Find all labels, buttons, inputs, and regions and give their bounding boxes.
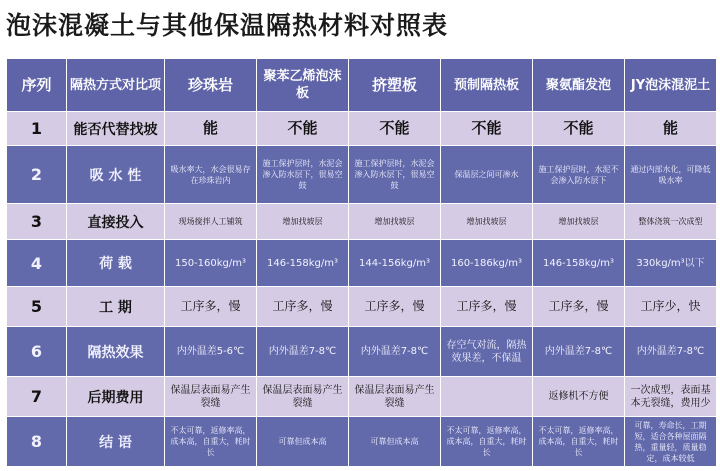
row-index: 1 bbox=[7, 112, 67, 146]
table-cell: 增加找坡层 bbox=[533, 204, 625, 240]
row-item: 结 语 bbox=[67, 417, 165, 467]
col-header-eps: 聚苯乙烯泡沫板 bbox=[257, 59, 349, 112]
row-item: 吸 水 性 bbox=[67, 146, 165, 204]
table-cell: 存空气对流，隔热效果差，不保温 bbox=[441, 327, 533, 377]
col-header-precast: 预制隔热板 bbox=[441, 59, 533, 112]
table-cell: 吸水率大，水会很易存在珍珠岩内 bbox=[165, 146, 257, 204]
row-index: 5 bbox=[7, 287, 67, 327]
table-cell: 施工保护层时，水泥不会渗入防水层下 bbox=[533, 146, 625, 204]
table-cell: 内外温差5-6℃ bbox=[165, 327, 257, 377]
col-header-jy: JY泡沫混泥土 bbox=[625, 59, 717, 112]
row-item: 后期费用 bbox=[67, 377, 165, 417]
table-cell: 146-158kg/m³ bbox=[533, 240, 625, 287]
table-cell: 150-160kg/m³ bbox=[165, 240, 257, 287]
table-cell: 增加找坡层 bbox=[349, 204, 441, 240]
table-cell: 内外温差7-8℃ bbox=[257, 327, 349, 377]
row-item: 直接投入 bbox=[67, 204, 165, 240]
table-cell: 保温层之间可渗水 bbox=[441, 146, 533, 204]
table-row bbox=[7, 287, 717, 327]
table-cell: 能 bbox=[625, 112, 717, 146]
table-cell: 增加找坡层 bbox=[257, 204, 349, 240]
table-cell: 不太可靠，返修率高，成本高，自重大，耗时长 bbox=[441, 417, 533, 467]
table-cell: 工序多，慢 bbox=[165, 287, 257, 327]
table-cell: 工序多，慢 bbox=[533, 287, 625, 327]
table-header-row bbox=[7, 59, 717, 112]
table-cell: 保温层表面易产生裂缝 bbox=[257, 377, 349, 417]
table-cell: 330kg/m³以下 bbox=[625, 240, 717, 287]
table-cell: 增加找坡层 bbox=[441, 204, 533, 240]
table-cell: 不能 bbox=[257, 112, 349, 146]
table-cell: 工序少，快 bbox=[625, 287, 717, 327]
comparison-table bbox=[6, 58, 717, 467]
table-cell: 内外温差7-8℃ bbox=[625, 327, 717, 377]
table-cell: 不能 bbox=[441, 112, 533, 146]
table-cell: 不太可靠，返修率高，成本高，自重大，耗时长 bbox=[165, 417, 257, 467]
table-cell: 工序多，慢 bbox=[441, 287, 533, 327]
col-header-item: 隔热方式对比项 bbox=[67, 59, 165, 112]
table-cell: 内外温差7-8℃ bbox=[533, 327, 625, 377]
table-row bbox=[7, 204, 717, 240]
table-cell bbox=[441, 377, 533, 417]
table-cell: 160-186kg/m³ bbox=[441, 240, 533, 287]
col-header-pu: 聚氨酯发泡 bbox=[533, 59, 625, 112]
row-index: 4 bbox=[7, 240, 67, 287]
table-cell: 保温层表面易产生裂缝 bbox=[165, 377, 257, 417]
table-cell: 通过内部水化，可降低吸水率 bbox=[625, 146, 717, 204]
row-item: 隔热效果 bbox=[67, 327, 165, 377]
table-row bbox=[7, 112, 717, 146]
table-cell: 146-158kg/m³ bbox=[257, 240, 349, 287]
col-header-index: 序列 bbox=[7, 59, 67, 112]
row-index: 3 bbox=[7, 204, 67, 240]
col-header-perlite: 珍珠岩 bbox=[165, 59, 257, 112]
table-cell: 可靠但成本高 bbox=[349, 417, 441, 467]
table-cell: 现场搅拌人工铺筑 bbox=[165, 204, 257, 240]
table-row bbox=[7, 417, 717, 467]
table-cell: 工序多，慢 bbox=[349, 287, 441, 327]
table-cell: 可靠但成本高 bbox=[257, 417, 349, 467]
row-item: 荷 载 bbox=[67, 240, 165, 287]
table-row bbox=[7, 146, 717, 204]
table-cell: 内外温差7-8℃ bbox=[349, 327, 441, 377]
table-row bbox=[7, 327, 717, 377]
page-title: 泡沫混凝土与其他保温隔热材料对照表 bbox=[6, 11, 449, 40]
row-index: 6 bbox=[7, 327, 67, 377]
col-header-xps: 挤塑板 bbox=[349, 59, 441, 112]
row-index: 8 bbox=[7, 417, 67, 467]
table-cell: 返修机不方便 bbox=[533, 377, 625, 417]
row-index: 2 bbox=[7, 146, 67, 204]
row-item: 能否代替找坡 bbox=[67, 112, 165, 146]
row-index: 7 bbox=[7, 377, 67, 417]
table-cell: 不能 bbox=[533, 112, 625, 146]
table-cell: 不能 bbox=[349, 112, 441, 146]
row-item: 工 期 bbox=[67, 287, 165, 327]
table-cell: 可靠，寿命长，工期短，适合各种屋面隔热，重量轻，质量稳定，成本较低 bbox=[625, 417, 717, 467]
table-cell: 不太可靠，返修率高，成本高，自重大，耗时长 bbox=[533, 417, 625, 467]
table-cell: 施工保护层时，水泥会渗入防水层下，很易空鼓 bbox=[257, 146, 349, 204]
table-row bbox=[7, 377, 717, 417]
table-cell: 保温层表面易产生裂缝 bbox=[349, 377, 441, 417]
table-cell: 能 bbox=[165, 112, 257, 146]
table-row bbox=[7, 240, 717, 287]
table-cell: 整体浇筑一次成型 bbox=[625, 204, 717, 240]
table-cell: 144-156kg/m³ bbox=[349, 240, 441, 287]
table-cell: 工序多，慢 bbox=[257, 287, 349, 327]
table-cell: 一次成型，表面基本无裂缝，费用少 bbox=[625, 377, 717, 417]
table-cell: 施工保护层时，水泥会渗入防水层下，很易空鼓 bbox=[349, 146, 441, 204]
